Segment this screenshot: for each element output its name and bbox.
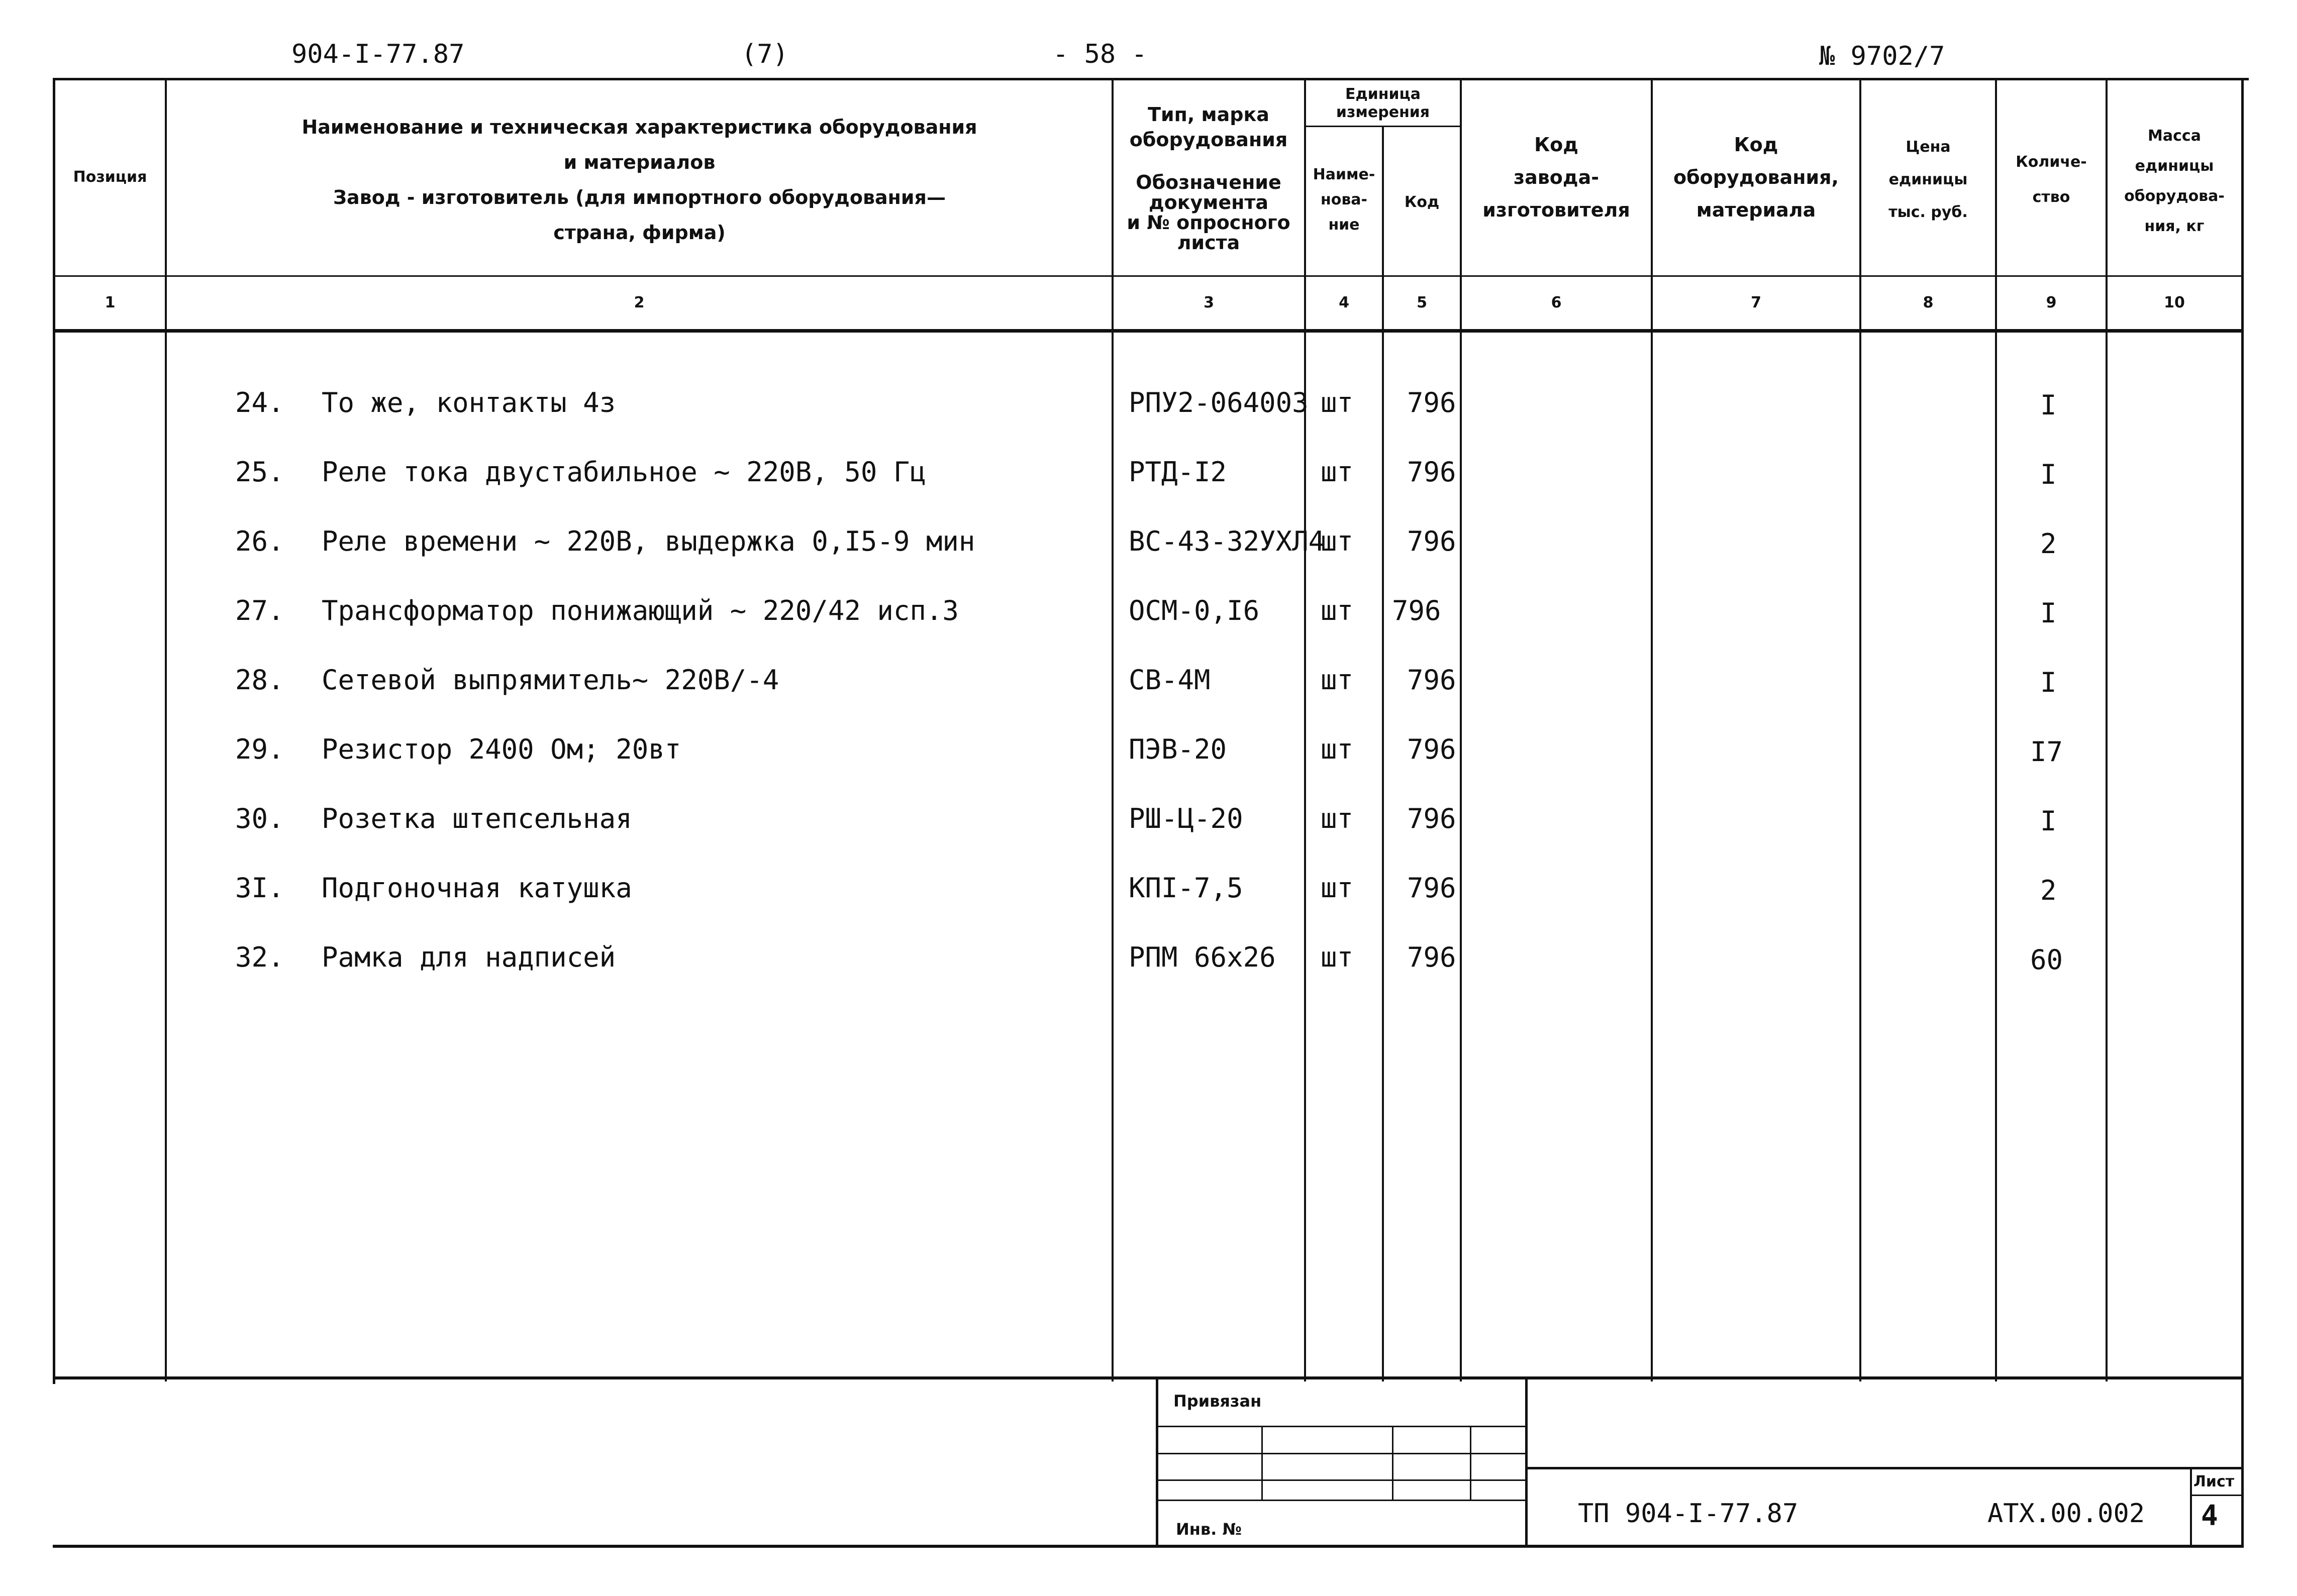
row-unit: шт [1321, 803, 1354, 834]
footer-bound-vline1 [1261, 1427, 1263, 1500]
header-qty1: Количе- [2016, 153, 2087, 171]
row-position: 26. [235, 525, 284, 557]
header-name-line3: Завод - изготовитель (для импортного оборудования— [333, 186, 946, 208]
row-position: 27. [235, 595, 284, 626]
header-mass1: Масса [2148, 127, 2201, 145]
footer-top-line [53, 1376, 2244, 1379]
row-quantity: I [2040, 805, 2057, 837]
row-unit: шт [1321, 941, 1354, 973]
header-position: Позиция [73, 168, 147, 186]
row-code: 796 [1407, 387, 1456, 418]
frame-left-line [53, 78, 55, 1384]
footer-bound-right-line [1525, 1376, 1528, 1547]
header-equip-code1: Код [1734, 134, 1778, 156]
row-unit: шт [1321, 387, 1354, 418]
header-type-line2: оборудования [1129, 129, 1288, 151]
row-quantity: 60 [2030, 944, 2063, 976]
column-number-6: 6 [1551, 294, 1562, 311]
row-unit: шт [1321, 595, 1354, 626]
header-name-line1: Наименование и техническая характеристика оборудования [302, 116, 977, 138]
frame-right-line [2241, 80, 2244, 1545]
column-numbers-bottom-line [53, 329, 2244, 333]
row-quantity: 2 [2040, 875, 2057, 906]
header-type-line6: листа [1177, 232, 1240, 254]
column-number-5: 5 [1417, 294, 1427, 311]
row-name: Трансформатор понижающий ~ 220/42 исп.3 [322, 595, 959, 626]
row-type: ОСМ-0,I6 [1129, 595, 1260, 626]
header-mass2: единицы [2135, 157, 2214, 175]
unit-subheader-line [1304, 126, 1460, 127]
footer-sheet-code: АТХ.00.002 [1987, 1499, 2145, 1529]
row-code: 796 [1392, 595, 1441, 626]
row-type: КПI-7,5 [1129, 872, 1243, 904]
footer-bound-left-line [1156, 1376, 1158, 1547]
sheet-label: Лист [2193, 1473, 2235, 1491]
row-type: ПЭВ-20 [1129, 733, 1227, 765]
row-name: Реле времени ~ 220В, выдержка 0,I5-9 мин [322, 525, 975, 557]
header-unit-name1: Наиме- [1313, 166, 1375, 183]
header-type-line4: документа [1148, 191, 1269, 214]
row-name: Розетка штепсельная [322, 803, 632, 834]
column-number-3: 3 [1204, 294, 1214, 311]
row-position: 29. [235, 733, 284, 765]
footer-sheet-vline [2190, 1467, 2192, 1545]
column-number-8: 8 [1923, 294, 1934, 311]
row-unit: шт [1321, 525, 1354, 557]
row-position: 30. [235, 803, 284, 834]
row-code: 796 [1407, 941, 1456, 973]
column-number-4: 4 [1339, 294, 1349, 311]
header-unit-code: Код [1404, 193, 1440, 211]
row-unit: шт [1321, 664, 1354, 696]
row-type: ВС-43-32УХЛ4 [1129, 525, 1325, 557]
frame-top-line [53, 78, 2249, 80]
header-price2: единицы [1888, 171, 1968, 188]
frame-bottom-line [53, 1545, 2244, 1548]
row-position: 32. [235, 941, 284, 973]
row-quantity: I [2040, 459, 2057, 490]
footer-title-line [1528, 1467, 2244, 1469]
row-position: 28. [235, 664, 284, 696]
row-code: 796 [1407, 872, 1456, 904]
row-type: РПМ 66х26 [1129, 941, 1276, 973]
row-quantity: 2 [2040, 528, 2057, 560]
document-number: № 9702/7 [1819, 41, 1945, 71]
sheet-number: 4 [2201, 1500, 2218, 1532]
series-number: 904-I-77.87 [291, 39, 465, 69]
header-price1: Цена [1906, 138, 1951, 156]
header-type-line3: Обозначение [1136, 171, 1281, 193]
row-name: То же, контакты 4з [322, 387, 616, 418]
row-quantity: I [2040, 389, 2057, 421]
footer-bound-vline2 [1392, 1427, 1393, 1500]
bound-label: Привязан [1173, 1392, 1262, 1411]
page-number: - 58 - [1053, 39, 1147, 69]
header-maker-code3: изготовителя [1482, 199, 1630, 221]
row-quantity: I [2040, 667, 2057, 698]
part-number: (7) [741, 39, 788, 69]
row-code: 796 [1407, 664, 1456, 696]
row-unit: шт [1321, 872, 1354, 904]
row-type: РТД-I2 [1129, 456, 1227, 488]
column-number-2: 2 [634, 294, 645, 311]
row-code: 796 [1407, 733, 1456, 765]
column-number-1: 1 [105, 294, 116, 311]
header-unit-title1: Единица [1345, 85, 1421, 103]
header-unit-name3: ние [1328, 216, 1360, 234]
header-mass3: оборудова- [2124, 187, 2225, 205]
inventory-number-label: Инв. № [1176, 1520, 1242, 1539]
row-unit: шт [1321, 733, 1354, 765]
row-name: Сетевой выпрямитель~ 220В/-4 [322, 664, 779, 696]
row-position: 24. [235, 387, 284, 418]
header-qty2: ство [2032, 188, 2070, 206]
row-type: РШ-Ц-20 [1129, 803, 1243, 834]
header-maker-code1: Код [1534, 134, 1578, 156]
row-name: Подгоночная катушка [322, 872, 632, 904]
row-position: 25. [235, 456, 284, 488]
header-equip-code2: оборудования, [1673, 166, 1839, 188]
header-equip-code3: материала [1696, 199, 1816, 221]
row-code: 796 [1407, 456, 1456, 488]
row-type: РПУ2-064003 [1129, 387, 1309, 418]
row-code: 796 [1407, 525, 1456, 557]
row-unit: шт [1321, 456, 1354, 488]
column-number-10: 10 [2164, 294, 2185, 311]
header-mass4: ния, кг [2144, 218, 2205, 235]
header-type-line5: и № опросного [1127, 211, 1290, 234]
row-name: Рамка для надписей [322, 941, 616, 973]
column-number-7: 7 [1751, 294, 1761, 311]
row-position: 3I. [235, 872, 284, 904]
footer-sheet-hline [2192, 1495, 2241, 1496]
row-quantity: I7 [2030, 736, 2063, 768]
header-type-line1: Тип, марка [1148, 103, 1269, 126]
header-unit-title2: измерения [1336, 103, 1430, 121]
row-code: 796 [1407, 803, 1456, 834]
row-quantity: I [2040, 597, 2057, 629]
header-divider-line [53, 275, 2244, 277]
header-name-line4: страна, фирма) [553, 222, 726, 244]
col-divider-4 [1382, 126, 1384, 1381]
column-number-9: 9 [2046, 294, 2057, 311]
footer-bound-vline3 [1470, 1427, 1471, 1500]
header-name-line2: и материалов [563, 151, 716, 173]
header-price3: тыс. руб. [1888, 203, 1968, 221]
header-maker-code2: завода- [1514, 166, 1599, 188]
row-type: СВ-4М [1129, 664, 1211, 696]
row-name: Реле тока двустабильное ~ 220В, 50 Гц [322, 456, 926, 488]
footer-document-code: ТП 904-I-77.87 [1578, 1499, 1799, 1529]
header-unit-name2: нова- [1320, 191, 1368, 208]
row-name: Резистор 2400 Ом; 20вт [322, 733, 681, 765]
